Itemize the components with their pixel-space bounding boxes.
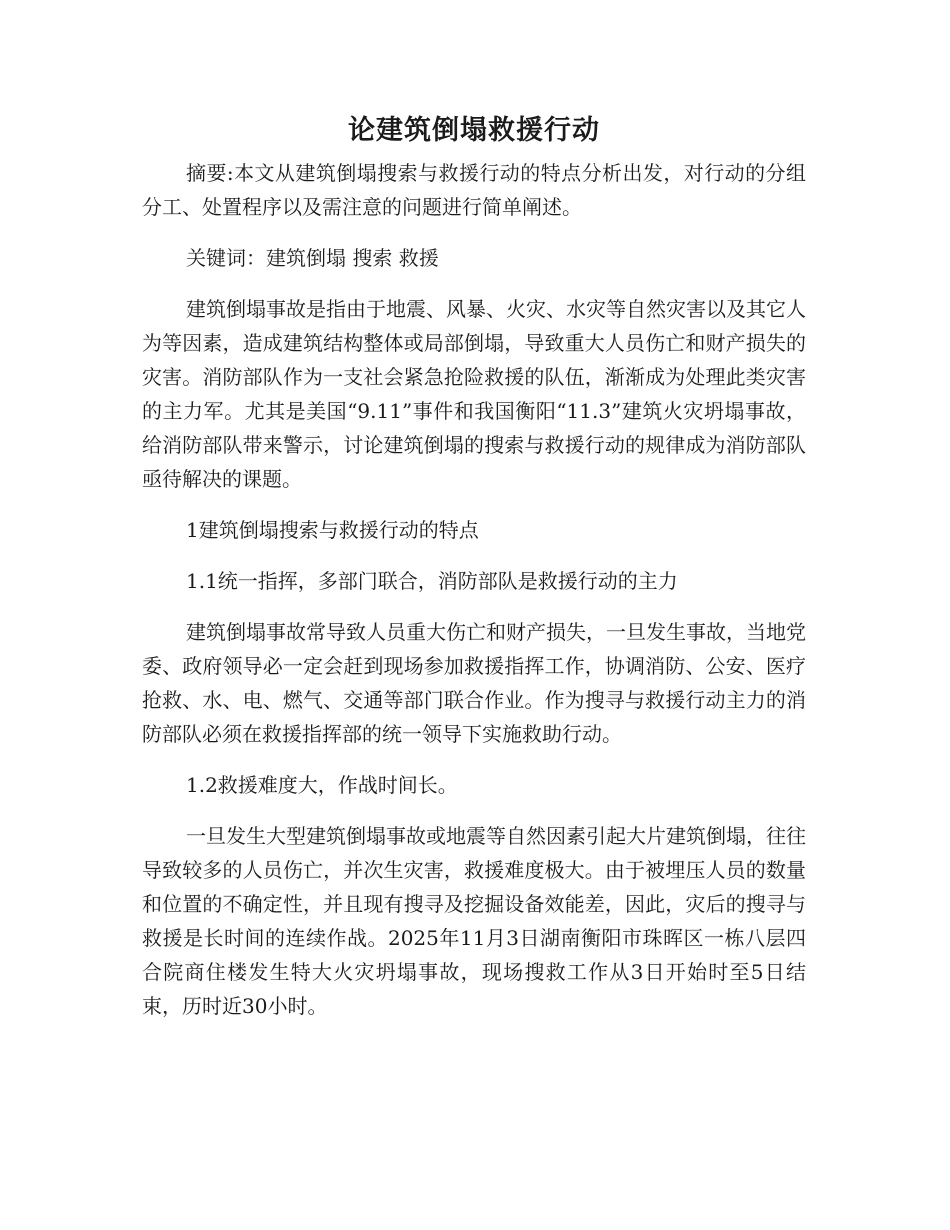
section-1-2-body: 一旦发生大型建筑倒塌事故或地震等自然因素引起大片建筑倒塌，往往导致较多的人员伤亡，并次生灾害，救援难度极大。由于被埋压人员的数量和位置的不确定性，并且现有搜寻及挖掘设备效能差，因此，灾后的搜寻与救援是长时间的连续作战。2025年11月3日湖南衡阳市珠晖区一栋八层四合院商住楼发生特大火灾坍塌事故，现场搜救工作从3日开始时至5日结束，历时近30小时。 — [142, 824, 806, 1018]
intro-paragraph: 建筑倒塌事故是指由于地震、风暴、火灾、水灾等自然灾害以及其它人为等因素，造成建筑结构整体或局部倒塌，导致重大人员伤亡和财产损失的灾害。消防部队作为一支社会紧急抢险救援的队伍，渐渐成为处理此类灾害的主力军。尤其是美国“9.11”事件和我国衡阳“11.3”建筑火灾坍塌事故，给消防部队带来警示，讨论建筑倒塌的搜索与救援行动的规律成为消防部队亟待解决的课题。 — [142, 297, 806, 491]
section-1-1-heading: 1.1统一指挥，多部门联合，消防部队是救援行动的主力 — [186, 569, 678, 593]
document-page — [142, 108, 806, 1040]
abstract-paragraph: 摘要:本文从建筑倒塌搜索与救援行动的特点分析出发，对行动的分组分工、处置程序以及需注意的问题进行简单阐述。 — [142, 161, 806, 219]
section-1-2-heading: 1.2救援难度大，作战时间长。 — [186, 773, 458, 797]
section-1-heading: 1建筑倒塌搜索与救援行动的特点 — [186, 518, 479, 542]
section-1-1-body: 建筑倒塌事故常导致人员重大伤亡和财产损失，一旦发生事故，当地党委、政府领导必一定会赶到现场参加救援指挥工作，协调消防、公安、医疗抢救、水、电、燃气、交通等部门联合作业。作为搜寻与救援行动主力的消防部队必须在救援指挥部的统一领导下实施救助行动。 — [142, 620, 806, 746]
keywords-line: 关键词：建筑倒塌 搜索 救援 — [186, 246, 439, 270]
document-title: 论建筑倒塌救援行动 — [348, 115, 600, 146]
